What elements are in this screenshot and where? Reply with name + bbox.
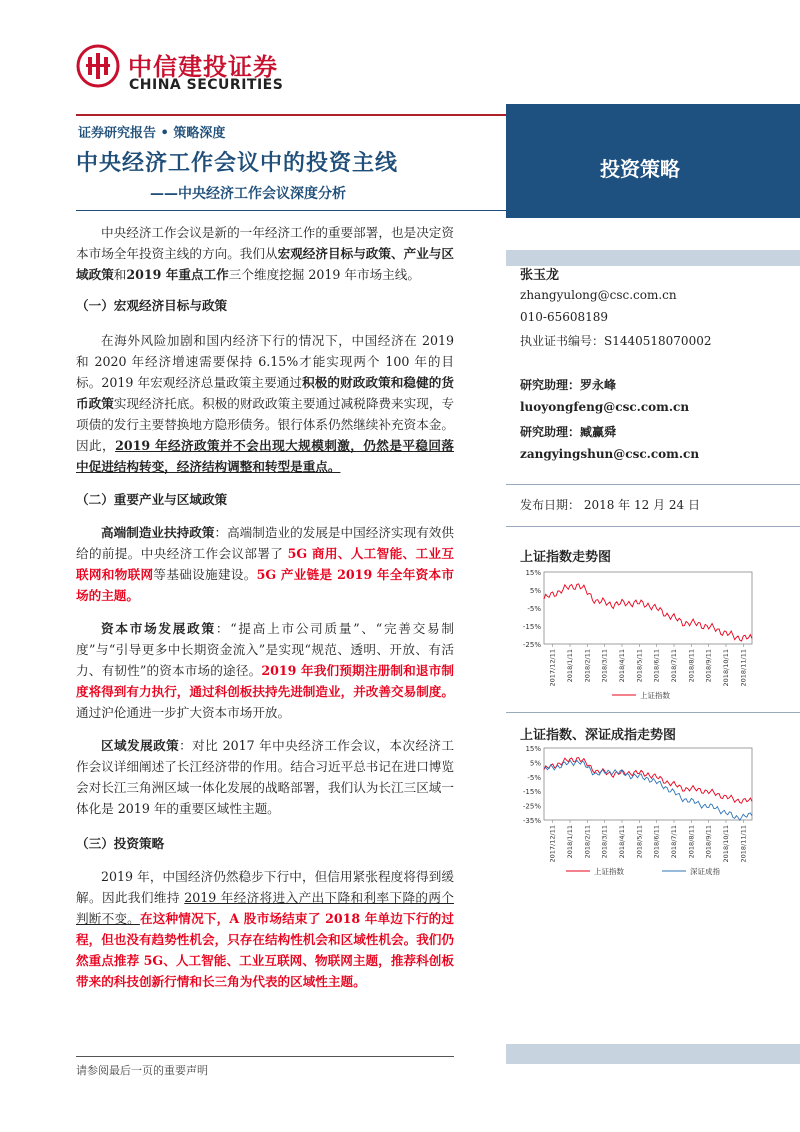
x-tick-label: 2018/9/11 <box>704 649 713 683</box>
x-tick-label: 2018/5/11 <box>635 825 644 859</box>
category-label: 投资策略 <box>600 157 680 181</box>
x-tick-label: 2018/5/11 <box>635 649 644 683</box>
footer-divider <box>76 1056 454 1057</box>
y-tick-label: -15% <box>522 623 541 631</box>
analyst-cert: 执业证书编号：S1440518070002 <box>520 334 712 348</box>
plot-frame <box>544 748 752 820</box>
x-tick-label: 2018/6/11 <box>652 649 661 683</box>
y-tick-label: -35% <box>522 817 541 825</box>
y-tick-label: -25% <box>522 802 541 811</box>
sidebar-strip-bottom <box>506 1044 800 1064</box>
report-type: 证券研究报告 • 策略深度 <box>78 126 226 141</box>
analyst-name: 张玉龙 <box>520 268 560 283</box>
paragraph-manufacturing: 高端制造业扶持政策：高端制造业的发展是中国经济实现有效供给的前提。中央经济工作会议部署了 5G 商用、人工智能、工业互联网和物联网等基础设施建设。5G 产业链是 2019 年全年资本市场的主题。 <box>76 525 455 603</box>
x-tick-label: 2018/9/11 <box>704 825 713 859</box>
legend-label: 深证成指 <box>690 867 720 876</box>
report-body <box>76 222 454 992</box>
paragraph-strategy: 2019 年，中国经济仍然稳步下行中，但信用紧张程度将得到缓解。因此我们维持 2019 年经济将进入产出下降和利率下降的两个判断不变。在这种情况下，A 股市场结束了 2018 年单边下行的过程，但也没有趋势性机会，只存在结构性机会和区域性机会。我们仍然重点推荐 5G、人工智能、工业互联网、物联网主题，推荐科创板带来的科技创新行情和长三角为代表的区域性主题。 <box>76 869 455 989</box>
chart-sh-sz-index <box>516 742 760 876</box>
x-tick-label: 2018/8/11 <box>687 825 696 859</box>
sidebar-divider <box>506 712 800 713</box>
page-subtitle: ——中央经济工作会议深度分析 <box>150 186 346 202</box>
x-tick-label: 2018/2/11 <box>583 825 592 859</box>
paragraph-regional: 区域发展政策：对比 2017 年中央经济工作会议，本次经济工作会议详细阐述了长江经济带的作用。结合习近平总书记在进口博览会对长江三角洲区域一体化发展的战略部署，我们认为长江三区域一体化是 2019 年的重要区域性主题。 <box>76 738 455 816</box>
y-tick-label: 15% <box>525 569 541 577</box>
x-tick-label: 2018/10/11 <box>722 649 730 687</box>
section-heading-3: （三）投资策略 <box>76 836 165 851</box>
x-tick-label: 2018/11/11 <box>739 649 748 687</box>
x-tick-label: 2018/11/11 <box>739 825 748 863</box>
header-divider <box>76 114 506 116</box>
page-title: 中央经济工作会议中的投资主线 <box>76 151 399 176</box>
title-divider <box>76 210 506 211</box>
legend-label: 上证指数 <box>640 691 670 700</box>
x-tick-label: 2017/12/11 <box>548 825 557 863</box>
legend-label: 上证指数 <box>594 867 624 876</box>
assistant-2: 研究助理：臧赢舜 <box>520 425 617 439</box>
analyst-email[interactable]: zhangyulong@csc.com.cn <box>520 288 677 302</box>
x-tick-label: 2018/3/11 <box>600 649 609 683</box>
y-tick-label: 15% <box>525 745 541 753</box>
series-line-2 <box>544 760 752 820</box>
publish-date: 发布日期： 2018 年 12 月 24 日 <box>520 498 700 512</box>
chart-1-title: 上证指数走势图 <box>520 550 612 565</box>
section-heading-1: （一）宏观经济目标与政策 <box>76 298 228 313</box>
y-tick-label: 5% <box>529 587 541 595</box>
chart-sh-index <box>516 566 760 700</box>
sidebar-divider <box>506 484 800 485</box>
paragraph-capital-market: 资本市场发展政策：“提高上市公司质量”、“完善交易制度”与“引导更多中长期资金流入”是实现“规范、透明、开放、有活力、有韧性”的资本市场的途径。2019 年我们预期注册制和退市制度将得到有力执行，通过科创板扶持先进制造业，并改善交易制度。通过沪伦通进一步扩大资本市场开放。 <box>76 621 454 720</box>
x-tick-label: 2018/7/11 <box>670 825 678 859</box>
x-tick-label: 2018/2/11 <box>583 649 592 683</box>
x-tick-label: 2018/4/11 <box>618 649 626 683</box>
paragraph-macro: 在海外风险加剧和国内经济下行的情况下，中国经济在 2019 和 2020 年经济增速需要保持 6.15%才能实现两个 100 年的目标。2019 年宏观经济总量政策主要通过积极的财政政策和稳健的货币政策实现经济托底。积极的财政政策主要通过减税降费来实现，专项债的发行主要替换地方隐形债务。银行体系仍然继续补充资本金。因此，2019 年经济政策并不会出现大规模刺激，仍然是平稳回落中促进结构转变，经济结构调整和转型是重点。 <box>76 333 455 474</box>
series-line-1 <box>544 584 752 641</box>
logo-text: 中信建投证券 <box>128 53 278 81</box>
assistant-1: 研究助理：罗永峰 <box>520 378 617 392</box>
series-line-1 <box>544 758 752 804</box>
y-tick-label: -5% <box>527 773 541 782</box>
section-heading-2: （二）重要产业与区域政策 <box>76 492 228 507</box>
chart-2-title: 上证指数、深证成指走势图 <box>520 728 677 743</box>
y-tick-label: -15% <box>522 788 541 797</box>
x-tick-label: 2018/8/11 <box>687 649 696 683</box>
x-tick-label: 2017/12/11 <box>548 649 557 687</box>
analyst-phone: 010-65608189 <box>520 310 609 324</box>
sidebar-divider <box>506 526 800 527</box>
x-tick-label: 2018/4/11 <box>618 825 626 859</box>
x-tick-label: 2018/1/11 <box>566 649 574 683</box>
assistant-2-email[interactable]: zangyingshun@csc.com.cn <box>520 447 700 461</box>
footer-disclaimer: 请参阅最后一页的重要声明 <box>76 1064 208 1077</box>
y-tick-label: 5% <box>529 759 541 768</box>
x-tick-label: 2018/7/11 <box>670 649 678 683</box>
logo-icon <box>76 44 120 88</box>
assistant-1-email[interactable]: luoyongfeng@csc.com.cn <box>520 400 690 414</box>
x-tick-label: 2018/3/11 <box>600 825 609 859</box>
y-tick-label: -25% <box>522 641 541 649</box>
logo-text-en: CHINA SECURITIES <box>129 77 284 93</box>
y-tick-label: -5% <box>527 605 541 613</box>
intro-paragraph: 中央经济工作会议是新的一年经济工作的重要部署，也是决定资本市场全年投资主线的方向。我们从宏观经济目标与政策、产业与区域政策和2019 年重点工作三个维度挖掘 2019 年市场主线。 <box>76 225 455 282</box>
x-tick-label: 2018/1/11 <box>566 825 574 859</box>
x-tick-label: 2018/6/11 <box>652 825 661 859</box>
x-tick-label: 2018/10/11 <box>722 825 730 863</box>
